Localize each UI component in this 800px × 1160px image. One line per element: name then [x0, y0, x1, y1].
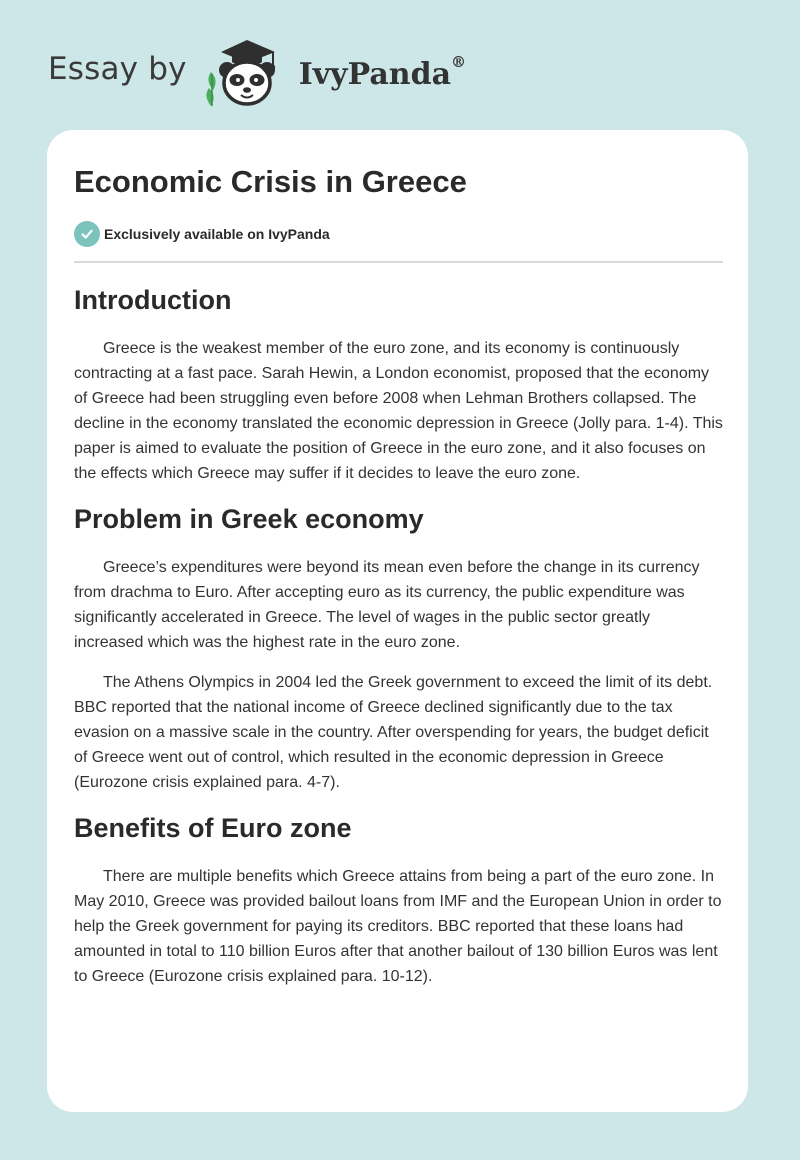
- paragraph: There are multiple benefits which Greece attains from being a part of the euro zone. In May 2010, Greece was provided bailout loans from IMF and the European Union in order to help the Greek government for paying its creditors. BBC reported that these loans had amounted in total to 110 billion Euros after that another bailout of 130 billion Euros was lent to Greece (Eurozone crisis explained para. 10-12).: [74, 868, 722, 985]
- page-title: Economic Crisis in Greece: [74, 164, 467, 199]
- panda-logo-icon: [201, 36, 293, 108]
- article-card: [47, 130, 748, 1112]
- brand-header: [48, 36, 466, 108]
- paragraph: Greece is the weakest member of the euro zone, and its economy is continuously contracting at a fast pace. Sarah Hewin, a London economist, proposed that the economy of Greece had been struggling even before 2008 when Lehman Brothers collapsed. The decline in the economy translated the economic depression in Greece (Jolly para. 1-4). This paper is aimed to evaluate the position of Greece in the euro zone, and it also focuses on the effects which Greece may suffer if it decides to leave the euro zone.: [74, 340, 723, 482]
- brand-name-text: IvyPanda: [298, 56, 452, 92]
- article-body: [74, 282, 723, 1004]
- section-benefits-of-euro-zone: [74, 810, 723, 989]
- section-heading: Benefits of Euro zone: [74, 813, 352, 843]
- section-introduction: [74, 282, 723, 486]
- essay-by-label: Essay by: [48, 51, 187, 87]
- divider: [74, 261, 723, 263]
- check-circle-icon: [74, 221, 100, 247]
- paragraph: Greece’s expenditures were beyond its mean even before the change in its currency from drachma to Euro. After accepting euro as its currency, the public expenditure was significantly accelerated in Greece. The level of wages in the public sector greatly increased which was the highest rate in the euro zone.: [74, 559, 700, 651]
- registered-mark: ®: [451, 52, 467, 71]
- brand-name: [298, 52, 467, 92]
- exclusive-badge-label: Exclusively available on IvyPanda: [104, 226, 330, 242]
- paragraph: The Athens Olympics in 2004 led the Greek government to exceed the limit of its debt. BBC reported that the national income of Greece declined significantly due to the tax evasion on a massive scale in the country. After overspending for years, the budget deficit of Greece went out of control, which resulted in the economic depression in Greece (Eurozone crisis explained para. 4-7).: [74, 674, 713, 791]
- section-problem-in-greek-economy: [74, 501, 723, 795]
- section-heading: Introduction: [74, 285, 232, 315]
- section-heading: Problem in Greek economy: [74, 504, 424, 534]
- exclusive-badge: [74, 221, 330, 247]
